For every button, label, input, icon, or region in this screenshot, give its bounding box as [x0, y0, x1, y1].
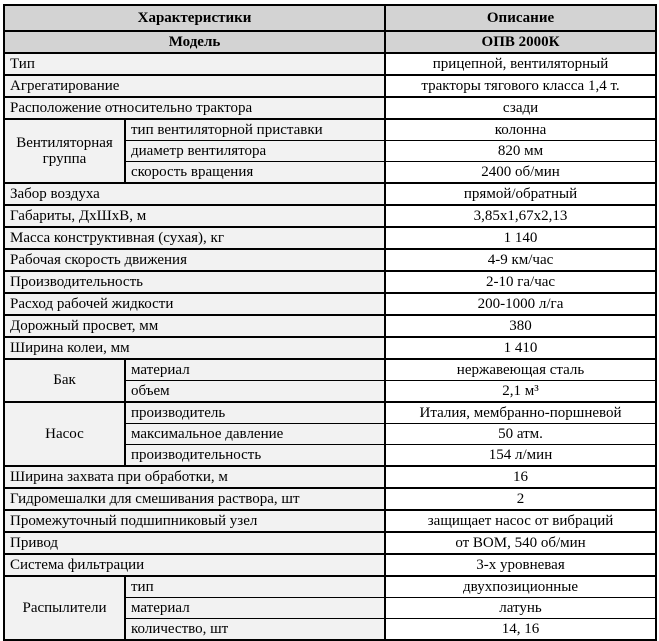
value-cell: прямой/обратный	[385, 183, 656, 205]
group-cell: Бак	[4, 359, 125, 402]
value-cell: от ВОМ, 540 об/мин	[385, 532, 656, 554]
specs-table-body	[4, 5, 656, 640]
value-cell: двухпозиционные	[385, 576, 656, 598]
label-cell: Производительность	[4, 271, 385, 293]
sub-cell: материал	[125, 359, 385, 381]
table-header-row	[4, 5, 656, 31]
value-cell: латунь	[385, 598, 656, 619]
value-cell: 50 атм.	[385, 424, 656, 445]
label-cell: Забор воздуха	[4, 183, 385, 205]
table-row	[4, 75, 656, 97]
label-cell: Ширина захвата при обработки, м	[4, 466, 385, 488]
model-label-cell: Модель	[4, 31, 385, 53]
table-row	[4, 402, 656, 424]
table-row	[4, 183, 656, 205]
sub-cell: объем	[125, 381, 385, 403]
group-cell: Вентиляторная группа	[4, 119, 125, 183]
table-row	[4, 97, 656, 119]
label-cell: Промежуточный подшипниковый узел	[4, 510, 385, 532]
sub-cell: количество, шт	[125, 619, 385, 641]
value-cell: защищает насос от вибраций	[385, 510, 656, 532]
value-cell: 16	[385, 466, 656, 488]
label-cell: Габариты, ДхШхВ, м	[4, 205, 385, 227]
table-row	[4, 249, 656, 271]
value-cell: 3,85х1,67х2,13	[385, 205, 656, 227]
label-cell: Дорожный просвет, мм	[4, 315, 385, 337]
sub-cell: диаметр вентилятора	[125, 141, 385, 162]
value-cell: тракторы тягового класса 1,4 т.	[385, 75, 656, 97]
table-row	[4, 510, 656, 532]
table-row	[4, 337, 656, 359]
table-row	[4, 532, 656, 554]
label-cell: Рабочая скорость движения	[4, 249, 385, 271]
sub-cell: тип вентиляторной приставки	[125, 119, 385, 141]
value-cell: 2400 об/мин	[385, 162, 656, 184]
label-cell: Ширина колеи, мм	[4, 337, 385, 359]
value-cell: сзади	[385, 97, 656, 119]
table-row	[4, 554, 656, 576]
table-row	[4, 315, 656, 337]
label-cell: Расход рабочей жидкости	[4, 293, 385, 315]
label-cell: Тип	[4, 53, 385, 75]
specs-table	[3, 4, 657, 641]
sub-cell: материал	[125, 598, 385, 619]
value-cell: 14, 16	[385, 619, 656, 641]
sub-cell: максимальное давление	[125, 424, 385, 445]
value-cell: 2	[385, 488, 656, 510]
value-cell: Италия, мембранно-поршневой	[385, 402, 656, 424]
sub-cell: производитель	[125, 402, 385, 424]
label-cell: Гидромешалки для смешивания раствора, шт	[4, 488, 385, 510]
value-cell: 2,1 м³	[385, 381, 656, 403]
value-cell: 154 л/мин	[385, 445, 656, 467]
table-row	[4, 271, 656, 293]
sub-cell: скорость вращения	[125, 162, 385, 184]
table-row	[4, 488, 656, 510]
value-cell: 200-1000 л/га	[385, 293, 656, 315]
table-row	[4, 119, 656, 141]
table-row	[4, 359, 656, 381]
header-characteristics-cell: Характеристики	[4, 5, 385, 31]
value-cell: 3-х уровневая	[385, 554, 656, 576]
label-cell: Система фильтрации	[4, 554, 385, 576]
value-cell: 380	[385, 315, 656, 337]
value-cell: нержавеющая сталь	[385, 359, 656, 381]
value-cell: прицепной, вентиляторный	[385, 53, 656, 75]
label-cell: Масса конструктивная (сухая), кг	[4, 227, 385, 249]
value-cell: 4-9 км/час	[385, 249, 656, 271]
group-cell: Насос	[4, 402, 125, 466]
value-cell: колонна	[385, 119, 656, 141]
table-model-row	[4, 31, 656, 53]
sub-cell: тип	[125, 576, 385, 598]
model-value-cell: ОПВ 2000К	[385, 31, 656, 53]
table-row	[4, 576, 656, 598]
table-row	[4, 205, 656, 227]
group-cell: Распылители	[4, 576, 125, 640]
label-cell: Агрегатирование	[4, 75, 385, 97]
table-row	[4, 227, 656, 249]
value-cell: 2-10 га/час	[385, 271, 656, 293]
table-row	[4, 53, 656, 75]
table-row	[4, 293, 656, 315]
label-cell: Расположение относительно трактора	[4, 97, 385, 119]
value-cell: 1 410	[385, 337, 656, 359]
label-cell: Привод	[4, 532, 385, 554]
value-cell: 1 140	[385, 227, 656, 249]
sub-cell: производительность	[125, 445, 385, 467]
table-row	[4, 466, 656, 488]
value-cell: 820 мм	[385, 141, 656, 162]
header-description-cell: Описание	[385, 5, 656, 31]
